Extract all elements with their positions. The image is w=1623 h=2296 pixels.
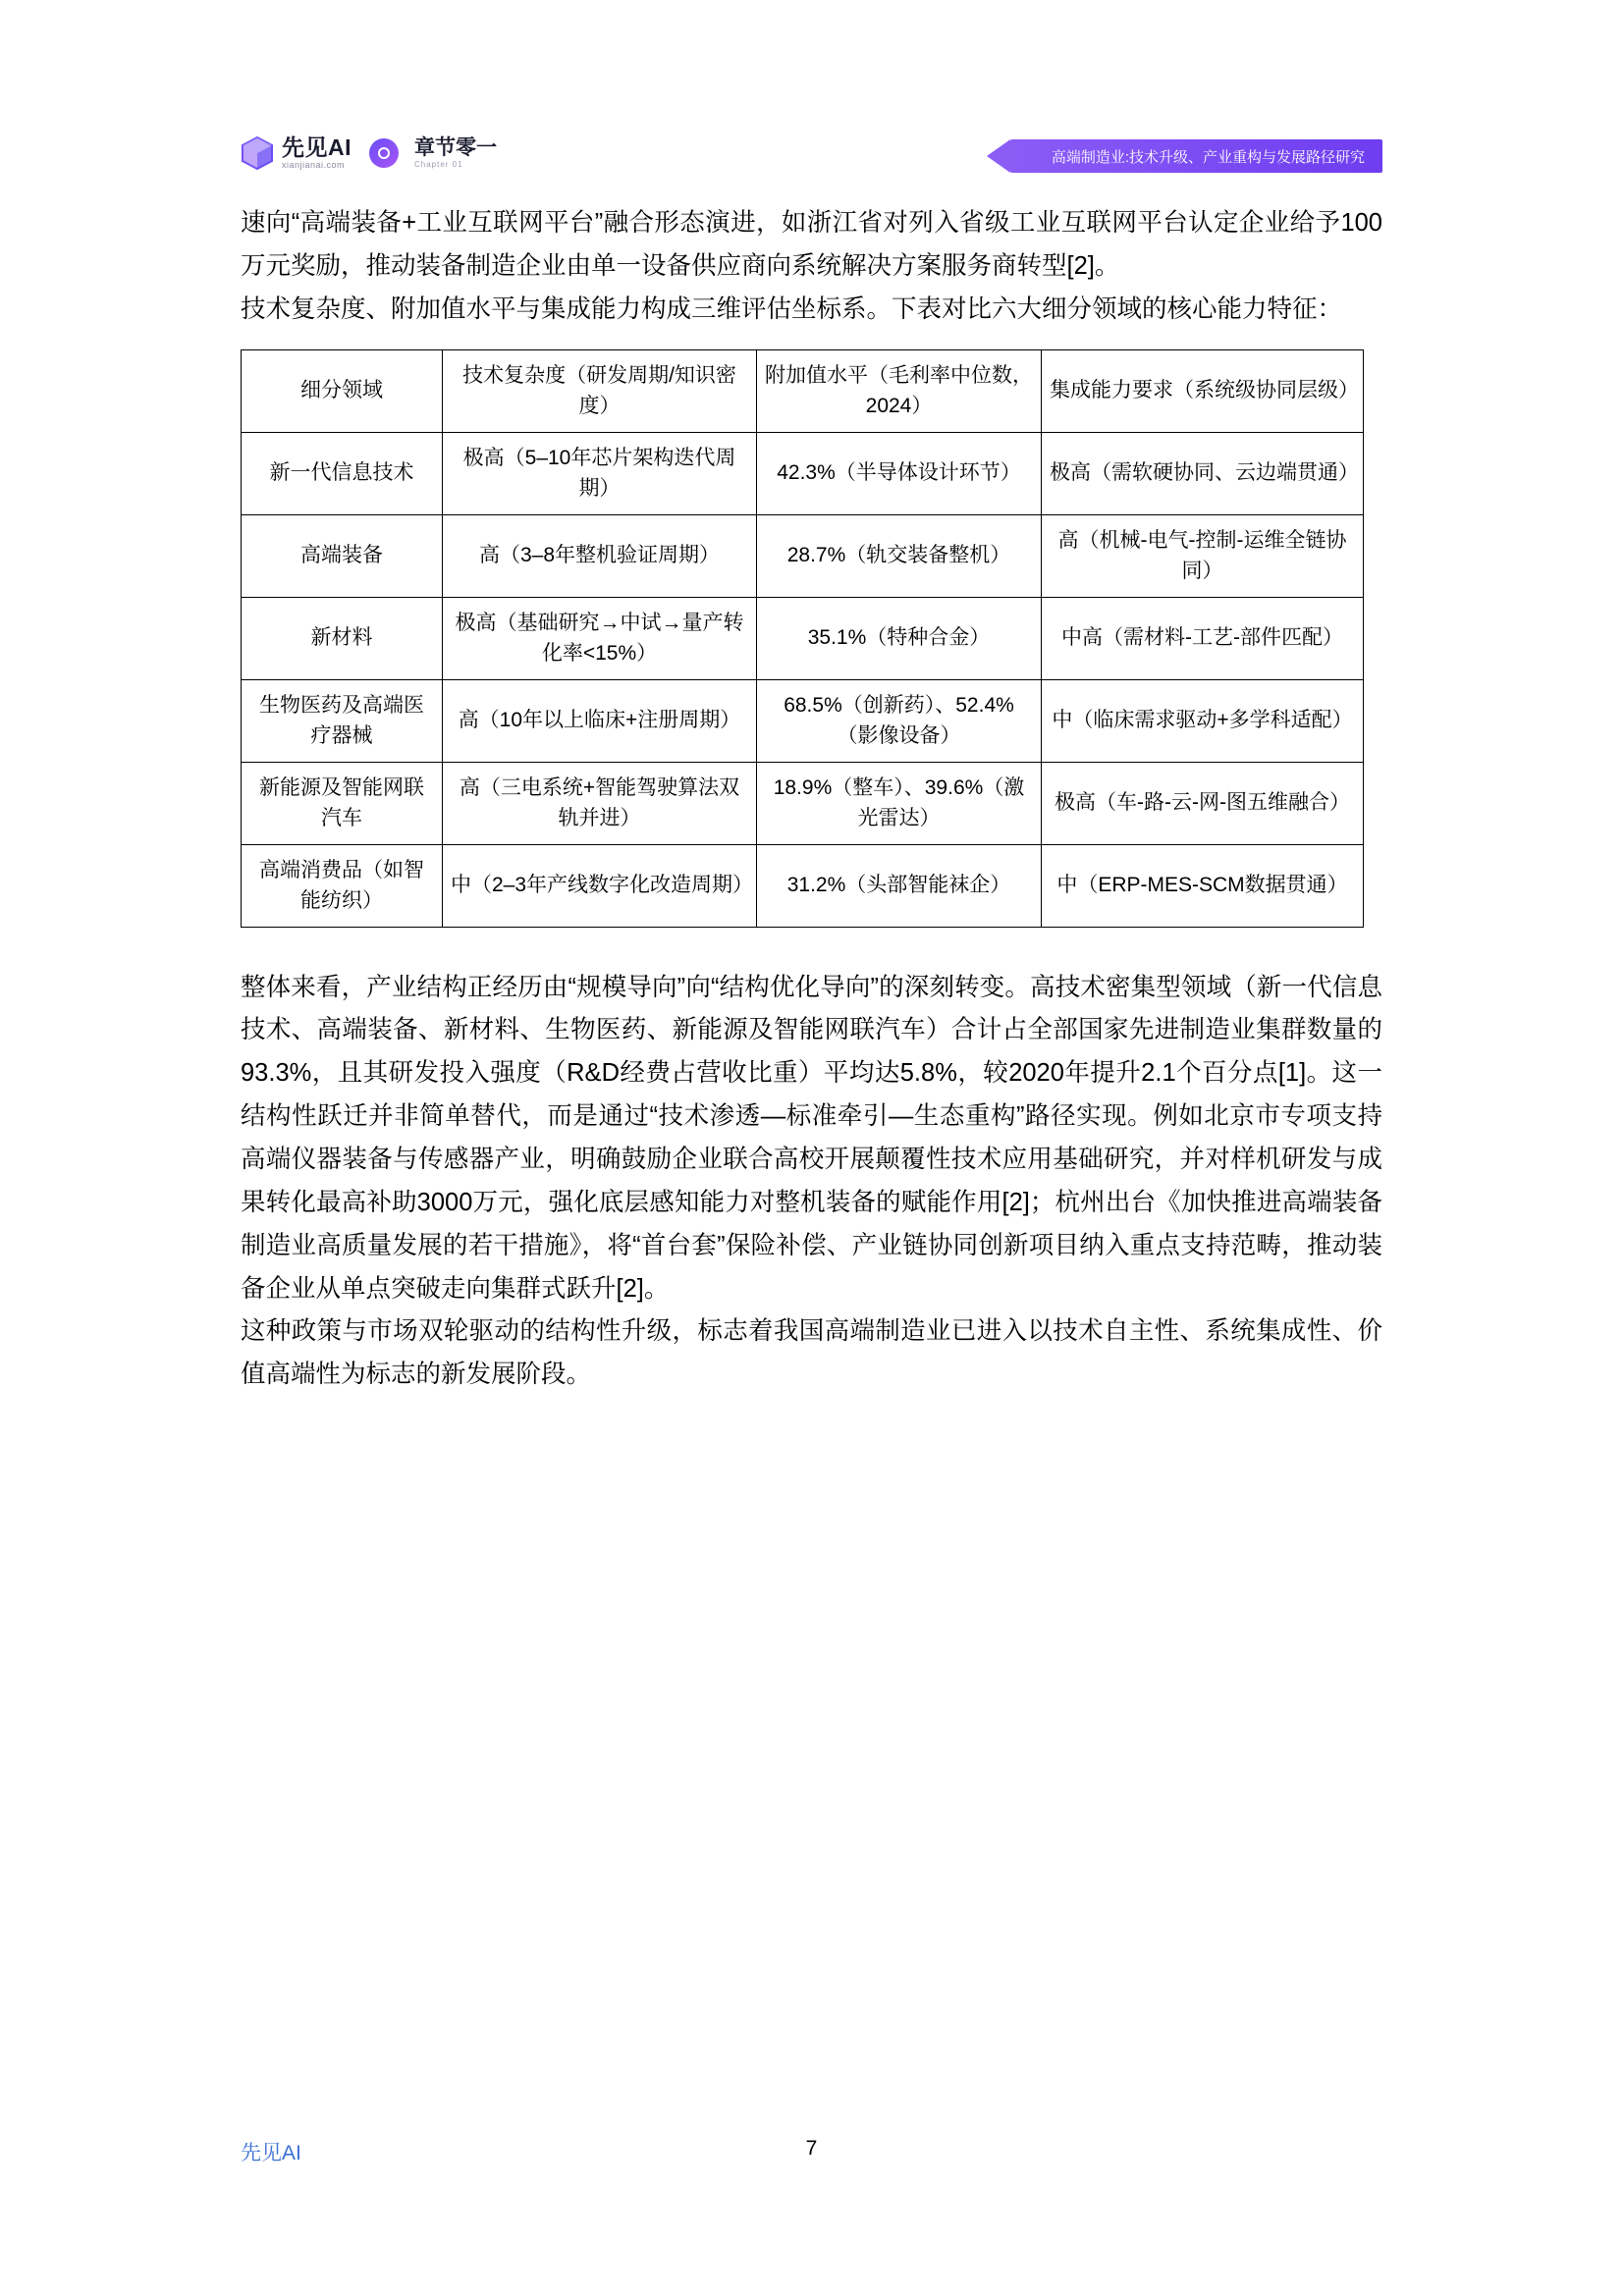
brand-text [282, 136, 352, 170]
table-cell-integration: 中（临床需求驱动+多学科适配） [1042, 679, 1364, 762]
brand-subtitle: xianjianai.com [282, 160, 346, 170]
chapter-subtitle: Chapter 01 [414, 160, 463, 169]
page-footer [241, 2137, 1382, 2166]
table-cell-complexity: 高（3–8年整机验证周期） [443, 514, 757, 597]
table-cell-value-add: 68.5%（创新药）、52.4%（影像设备） [757, 679, 1042, 762]
table-row [242, 679, 1364, 762]
page-content [241, 202, 1382, 1397]
table-cell-value-add: 18.9%（整车）、39.6%（激光雷达） [757, 762, 1042, 844]
table-cell-value-add: 31.2%（头部智能袜企） [757, 844, 1042, 927]
capability-comparison-table [241, 349, 1364, 928]
chapter-title: 章节零一 [414, 136, 497, 159]
footer-brand-link[interactable]: 先见AI [241, 2142, 301, 2164]
table-row [242, 597, 1364, 679]
header-ribbon-title: 高端制造业:技术升级、产业重构与发展路径研究 [1010, 139, 1382, 173]
table-cell-complexity: 中（2–3年产线数字化改造周期） [443, 844, 757, 927]
brand-logo [241, 135, 497, 171]
table-header-cell: 细分领域 [242, 349, 443, 432]
table-row [242, 844, 1364, 927]
table-cell-complexity: 高（三电系统+智能驾驶算法双轨并进） [443, 762, 757, 844]
table-cell-integration: 高（机械-电气-控制-运维全链协同） [1042, 514, 1364, 597]
paragraph-4: 这种政策与市场双轮驱动的结构性升级，标志着我国高端制造业已进入以技术自主性、系统集成性、价值高端性为标志的新发展阶段。 [241, 1317, 1382, 1389]
table-cell-field: 新材料 [242, 597, 443, 679]
page-header [241, 135, 1382, 188]
table-row [242, 514, 1364, 597]
table-cell-integration: 极高（需软硬协同、云边端贯通） [1042, 432, 1364, 514]
table-header-row [242, 349, 1364, 432]
chapter-block [414, 137, 497, 169]
table-cell-integration: 中高（需材料-工艺-部件匹配） [1042, 597, 1364, 679]
paragraph-3: 整体来看，产业结构正经历由“规模导向”向“结构优化导向”的深刻转变。高技术密集型领域（新一代信息技术、高端装备、新材料、生物医药、新能源及智能网联汽车）合计占全部国家先进制造业集群数量的93.3%，且其研发投入强度（R&D经费占营收比重）平均达5.8%，较2020年提升2.1个百分点[1]。这一结构性跃迁并非简单替代，而是通过“技术渗透—标准牵引—生态重构”路径实现。例如北京市专项支持高端仪器装备与传感器产业，明确鼓励企业联合高校开展颠覆性技术应用基础研究，并对样机研发与成果转化最高补助3000万元，强化底层感知能力对整机装备的赋能作用[2]；杭州出台《加快推进高端装备制造业高质量发展的若干措施》，将“首台套”保险补偿、产业链协同创新项目纳入重点支持范畴，推动装备企业从单点突破走向集群式跃升[2]。 [241, 973, 1382, 1303]
table-cell-field: 高端装备 [242, 514, 443, 597]
table-cell-field: 高端消费品（如智能纺织） [242, 844, 443, 927]
table-cell-field: 新能源及智能网联汽车 [242, 762, 443, 844]
table-cell-integration: 极高（车-路-云-网-图五维融合） [1042, 762, 1364, 844]
table-cell-value-add: 35.1%（特种合金） [757, 597, 1042, 679]
table-cell-field: 新一代信息技术 [242, 432, 443, 514]
brand-name: 先见AI [282, 134, 352, 160]
cube-logo-icon [241, 135, 274, 171]
table-row [242, 432, 1364, 514]
table-header-cell: 集成能力要求（系统级协同层级） [1042, 349, 1364, 432]
circle-accent-icon [369, 138, 399, 168]
paragraph-1: 速向“高端装备+工业互联网平台”融合形态演进，如浙江省对列入省级工业互联网平台认定企业给予100万元奖励，推动装备制造企业由单一设备供应商向系统解决方案服务商转型[2]。 [241, 209, 1382, 280]
table-header-cell: 技术复杂度（研发周期/知识密度） [443, 349, 757, 432]
table-cell-field: 生物医药及高端医疗器械 [242, 679, 443, 762]
table-cell-value-add: 28.7%（轨交装备整机） [757, 514, 1042, 597]
table-cell-complexity: 高（10年以上临床+注册周期） [443, 679, 757, 762]
table-header-cell: 附加值水平（毛利率中位数，2024） [757, 349, 1042, 432]
table-cell-integration: 中（ERP-MES-SCM数据贯通） [1042, 844, 1364, 927]
table-row [242, 762, 1364, 844]
table-cell-value-add: 42.3%（半导体设计环节） [757, 432, 1042, 514]
table-cell-complexity: 极高（基础研究→中试→量产转化率<15%） [443, 597, 757, 679]
table-bottom-spacer [241, 928, 1382, 967]
paragraph-2: 技术复杂度、附加值水平与集成能力构成三维评估坐标系。下表对比六大细分领域的核心能力特征： [241, 294, 1343, 323]
table-cell-complexity: 极高（5–10年芯片架构迭代周期） [443, 432, 757, 514]
page-number: 7 [805, 2137, 818, 2160]
